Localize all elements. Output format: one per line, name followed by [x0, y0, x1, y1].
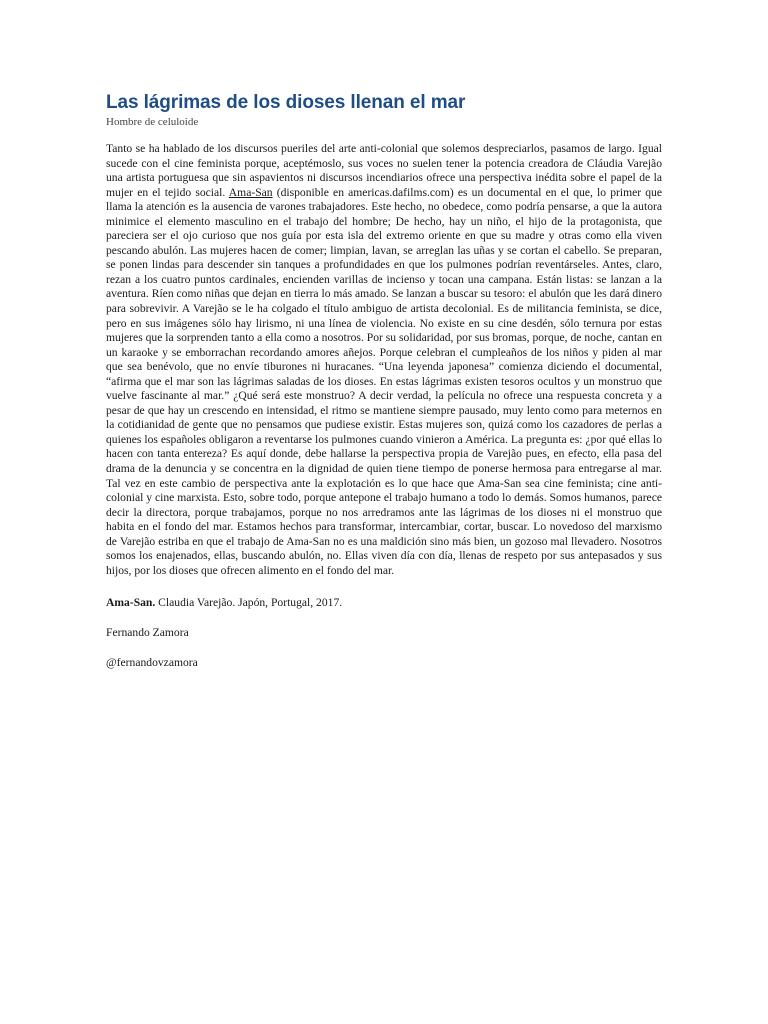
film-title: Ama-San. [106, 596, 156, 610]
article-body [106, 142, 662, 578]
film-credits [106, 596, 662, 610]
author-handle: @fernandovzamora [106, 656, 198, 670]
article [106, 92, 662, 670]
article-subtitle: Hombre de celuloide [106, 116, 199, 128]
body-text-intro: Tanto se ha hablado de los discursos pueriles del arte anti-colonial que solemos despreciarlos, pasamos de largo. Igual sucede con el cine feminista porque, aceptémoslo, sus voces no suelen tener la potencia creadora de Cláudia Varejão una artista portuguesa que sin aspavientos ni discursos incendiarios ofrece una perspectiva inédita sobre el papel de la mujer en el tejido social. [106, 142, 662, 199]
article-title: Las lágrimas de los dioses llenan el mar [106, 92, 466, 113]
film-details: Claudia Varejão. Japón, Portugal, 2017. [155, 596, 343, 610]
body-text-main: (disponible en americas.dafilms.com) es un documental en el que, lo primer que llama la atención es la ausencia de varones trabajadores. Este hecho, no obedece, como podría pensarse, a que la autora minimice el elemento masculino en el trabajo del hombre; De hecho, hay un niño, el hijo de la protagonista, que pareciera ser el ojo curioso que nos guía por esta isla del extremo oriente en que su madre y otras como ella viven pescando abulón. Las mujeres hacen de comer; limpian, lavan, se arreglan las uñas y se cortan el cabello. Se preparan, se ponen lindas para descender sin tanques a profundidades en que los pulmones podrían reventárseles. Antes, claro, rezan a los cuatro puntos cardinales, encienden varillas de incienso y tocan una campana. Están listas: se lanzan a la aventura. Ríen como niñas que dejan en tierra lo más amado. Se lanzan a buscar su tesoro: el abulón que les dará dinero para sobrevivir. A Varejão se le ha colgado el título ambiguo de artista decolonial. Es de militancia feminista, se dice, pero en sus imágenes sólo hay lirismo, ni una línea de violencia. No existe en su cine desdén, sólo ternura por estas mujeres que la sorprenden tanto a ella como a nosotros. Por su solidaridad, por sus bromas, porque, de noche, cantan en un karaoke y se emborrachan recordando amores añejos. Porque celebran el cumpleaños de los niños y piden al mar que sea benévolo, que no envíe tiburones ni huracanes. “Una leyenda japonesa” comienza diciendo el documental, “afirma que el mar son las lágrimas saladas de los dioses. En estas lágrimas existen tesoros ocultos y un monstruo que vuelve fascinante al mar.” ¿Qué será este monstruo? A decir verdad, la película no ofrece una respuesta concreta y a pesar de que hay un crescendo en intensidad, el ritmo se mantiene siempre pausado, muy lento como para meternos en la cotidianidad de gente que no pensamos que pudiese existir. Estas mujeres son, quizá como los cazadores de perlas a quienes los españoles obligaron a reventarse los pulmones cuando vinieron a América. La pregunta es: ¿por qué ellas lo hacen con tanta entereza? Es aquí donde, debe hallarse la perspectiva propia de Varejão pues, en efecto, ella pasa del drama de la denuncia y se concentra en la dignidad de quien tiene tiempo de ponerse hermosa para entregarse al mar. Tal vez en este cambio de perspectiva ante la explotación es lo que hace que Ama-San sea cine feminista; cine anti-colonial y cine marxista. Esto, sobre todo, porque antepone el trabajo humano a todo lo demás. Somos humanos, parece decir la directora, porque trabajamos, porque no nos arredramos ante las lágrimas de los dioses ni el monstruo que habita en el fondo del mar. Estamos hechos para transformar, intercambiar, cortar, buscar. Lo novedoso del marxismo de Varejão estriba en que el trabajo de Ama-San no es una maldición sino más bien, un gozoso mal llevadero. Nosotros somos los enajenados, ellas, buscando abulón, no. Ellas viven día con día, llenas de respeto por sus antepasados y sus hijos, por los dioses que ofrecen alimento en el fondo del mar. [106, 185, 662, 577]
author-name: Fernando Zamora [106, 626, 189, 640]
ama-san-link[interactable]: Ama-San [228, 185, 273, 199]
